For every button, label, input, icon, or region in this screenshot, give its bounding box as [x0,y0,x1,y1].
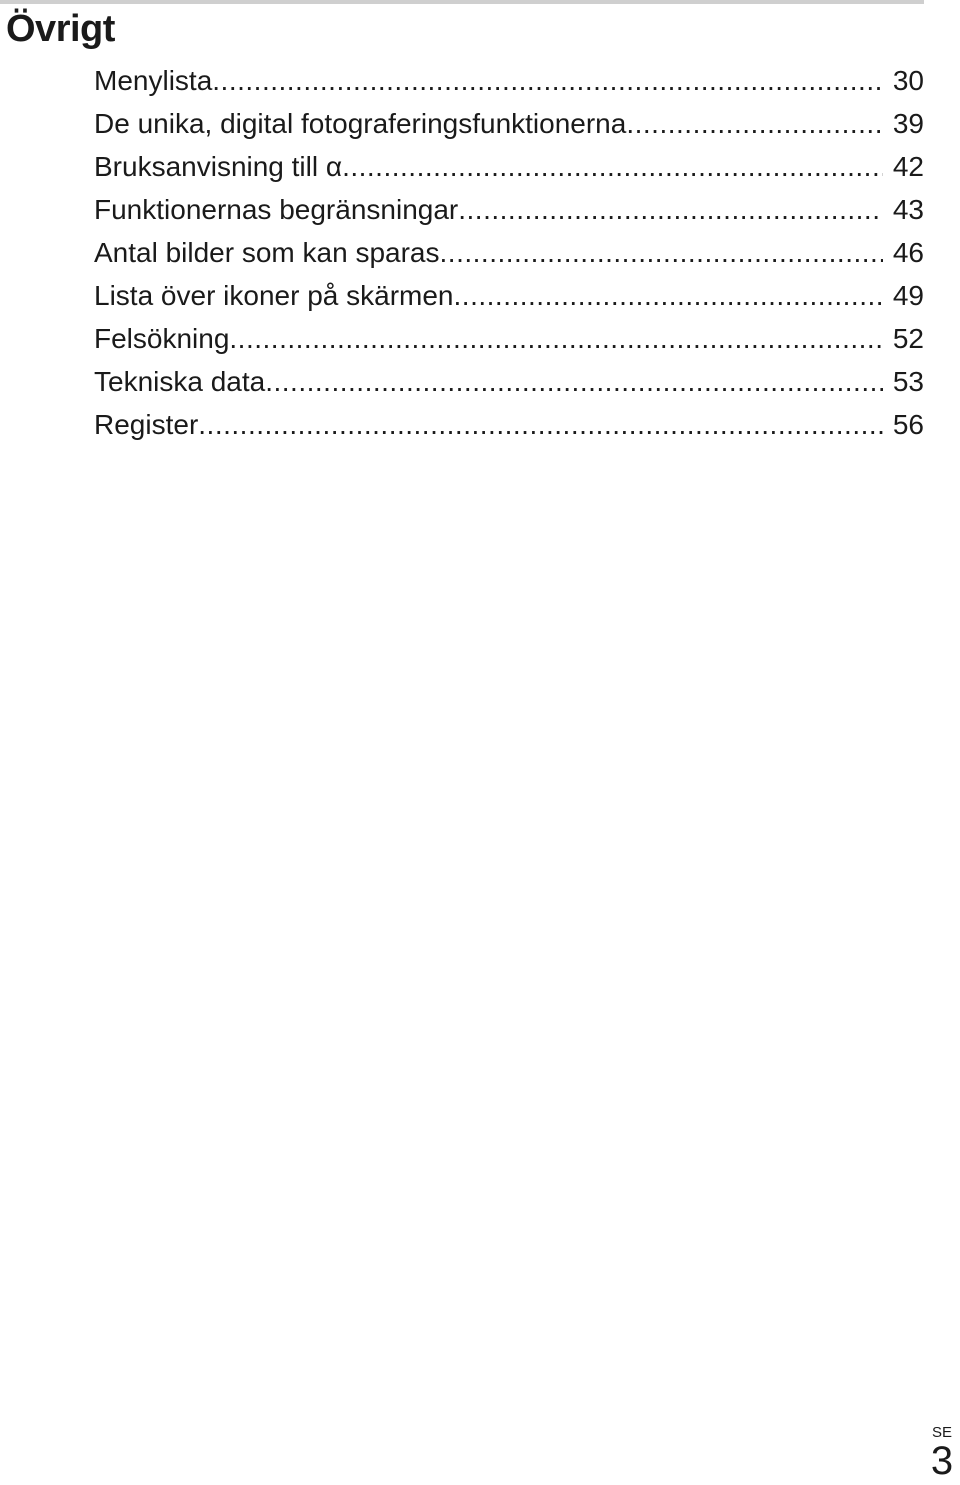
page-footer [928,1425,956,1481]
top-divider [0,0,924,4]
toc-entry-label: Menylista [94,65,213,96]
toc-entry-unika-funktioner[interactable] [94,102,924,145]
toc-entry-page: 53 [892,366,924,397]
toc-entry-page: 46 [892,237,924,268]
toc-entry-page: 56 [892,409,924,440]
dot-leader [454,274,883,317]
toc-entry-label: Antal bilder som kan sparas [94,237,440,268]
toc-entry-label: Felsökning [94,323,230,354]
page-number: 3 [930,1439,954,1483]
dot-leader [626,102,883,145]
toc-entry-tekniska-data[interactable] [94,360,924,403]
toc-entry-label: Tekniska data [94,366,266,397]
toc-entry-menylista[interactable] [94,59,924,102]
dot-leader [458,188,883,231]
dot-leader [342,145,883,188]
toc-entry-page: 49 [892,280,924,311]
toc-entry-ikoner[interactable] [94,274,924,317]
language-code: SE [931,1424,952,1441]
toc-entry-label: Funktionernas begränsningar [94,194,459,225]
toc-entry-page: 43 [892,194,924,225]
toc-entry-page: 30 [892,65,924,96]
dot-leader [440,231,883,274]
toc-entry-label: Register [94,409,199,440]
dot-leader [265,360,883,403]
toc-entry-felsokning[interactable] [94,317,924,360]
toc-entry-label: Lista över ikoner på skärmen [94,280,454,311]
dot-leader [229,317,882,360]
toc-entry-page: 52 [892,323,924,354]
toc-entry-register[interactable] [94,403,924,446]
toc-entry-page: 42 [892,151,924,182]
toc-entry-page: 39 [892,108,924,139]
toc-entry-label: De unika, digital fotograferingsfunktionerna [94,108,627,139]
dot-leader [198,403,883,446]
dot-leader [212,59,883,102]
section-title: Övrigt [6,8,115,50]
toc-entry-bruksanvisning[interactable] [94,145,924,188]
toc-entry-label: Bruksanvisning till α [94,151,343,182]
toc-entry-begransningar[interactable] [94,188,924,231]
toc-entry-antal-bilder[interactable] [94,231,924,274]
table-of-contents [94,59,924,446]
